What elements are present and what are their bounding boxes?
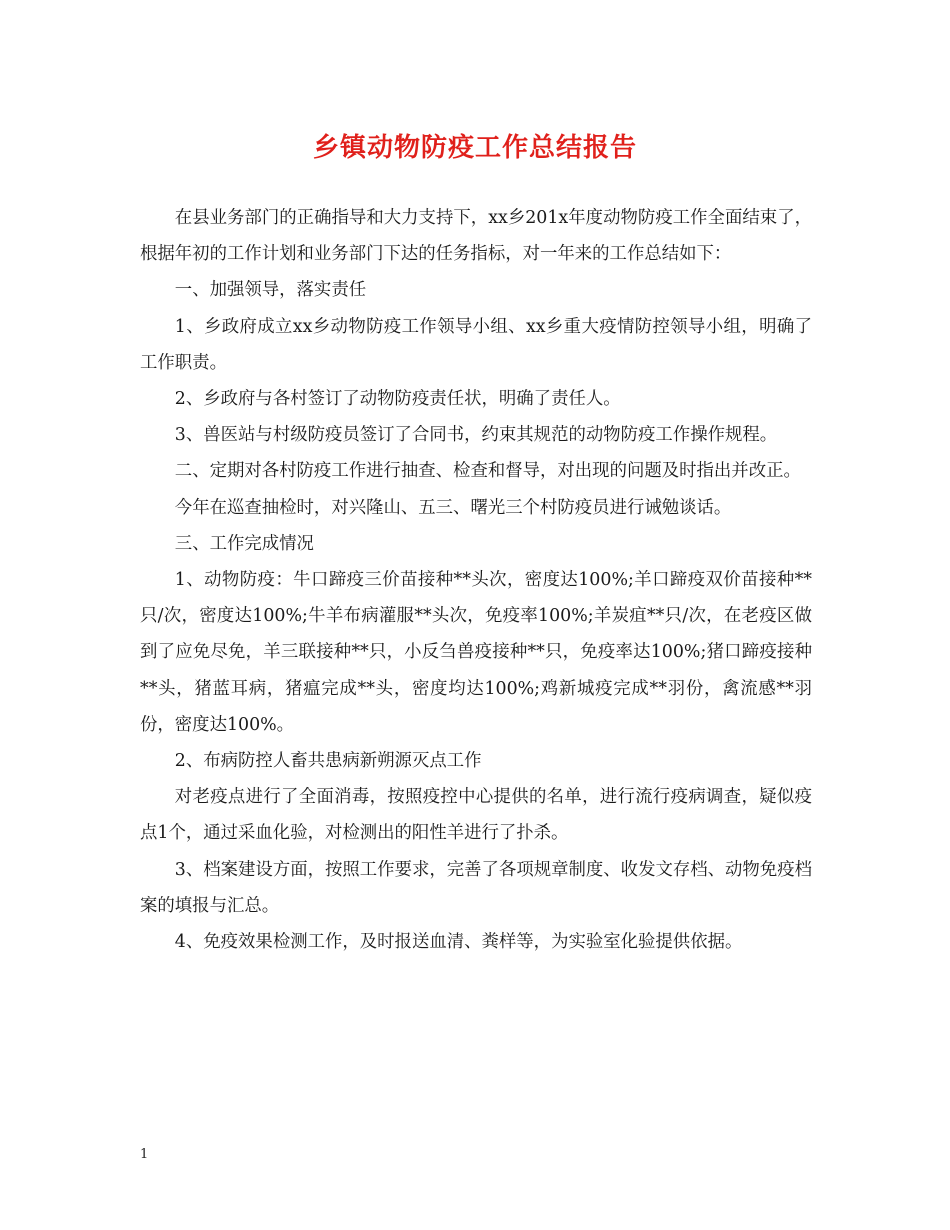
document-body [140,200,812,960]
paragraph-1-2: 2、乡政府与各村签订了动物防疫责任状，明确了责任人。 [174,389,621,410]
paragraph-3-3: 3、档案建设方面，按照工作要求，完善了各项规章制度、收发文存档、动物免疫档案的填报与汇总。 [140,859,812,916]
paragraph-1-1: 1、乡政府成立xx乡动物防疫工作领导小组、xx乡重大疫情防控领导小组，明确了工作职责。 [140,316,812,373]
paragraph-2-1: 今年在巡查抽检时，对兴隆山、五三、曙光三个村防疫员进行诫勉谈话。 [174,497,732,518]
paragraph-3-2-detail: 对老疫点进行了全面消毒，按照疫控中心提供的名单，进行流行疫病调查，疑似疫点1个，通过采血化验，对检测出的阳性羊进行了扑杀。 [140,787,812,844]
paragraph-intro: 在县业务部门的正确指导和大力支持下，xx乡201x年度动物防疫工作全面结束了，根据年初的工作计划和业务部门下达的任务指标，对一年来的工作总结如下： [140,208,812,265]
paragraph-3-4: 4、免疫效果检测工作，及时报送血清、粪样等，为实验室化验提供依据。 [174,932,743,953]
page-number: 1 [140,1147,149,1162]
paragraph-1-3: 3、兽医站与村级防疫员签订了合同书，约束其规范的动物防疫工作操作规程。 [174,425,778,446]
document-title: 乡镇动物防疫工作总结报告 [312,133,637,163]
paragraph-3-2: 2、布病防控人畜共患病新朔源灭点工作 [174,751,482,772]
heading-section-2: 二、定期对各村防疫工作进行抽查、检查和督导，对出现的问题及时指出并改正。 [174,461,801,482]
paragraph-3-1: 1、动物防疫：牛口蹄疫三价苗接种**头次，密度达100%;羊口蹄疫双价苗接种**只/次，密度达100%;牛羊布病灌服**头次，免疫率100%;羊炭疽**只/次，在老疫区做到了应免尽免，羊三联接种**只，小反刍兽疫接种**只，免疫率达100%;猪口蹄疫接种**头，猪蓝耳病，猪瘟完成**头，密度均达100%;鸡新城疫完成**羽份，禽流感**羽份，密度达100%。 [140,570,812,735]
heading-section-1: 一、加强领导，落实责任 [174,280,367,301]
heading-section-3: 三、工作完成情况 [174,533,314,554]
